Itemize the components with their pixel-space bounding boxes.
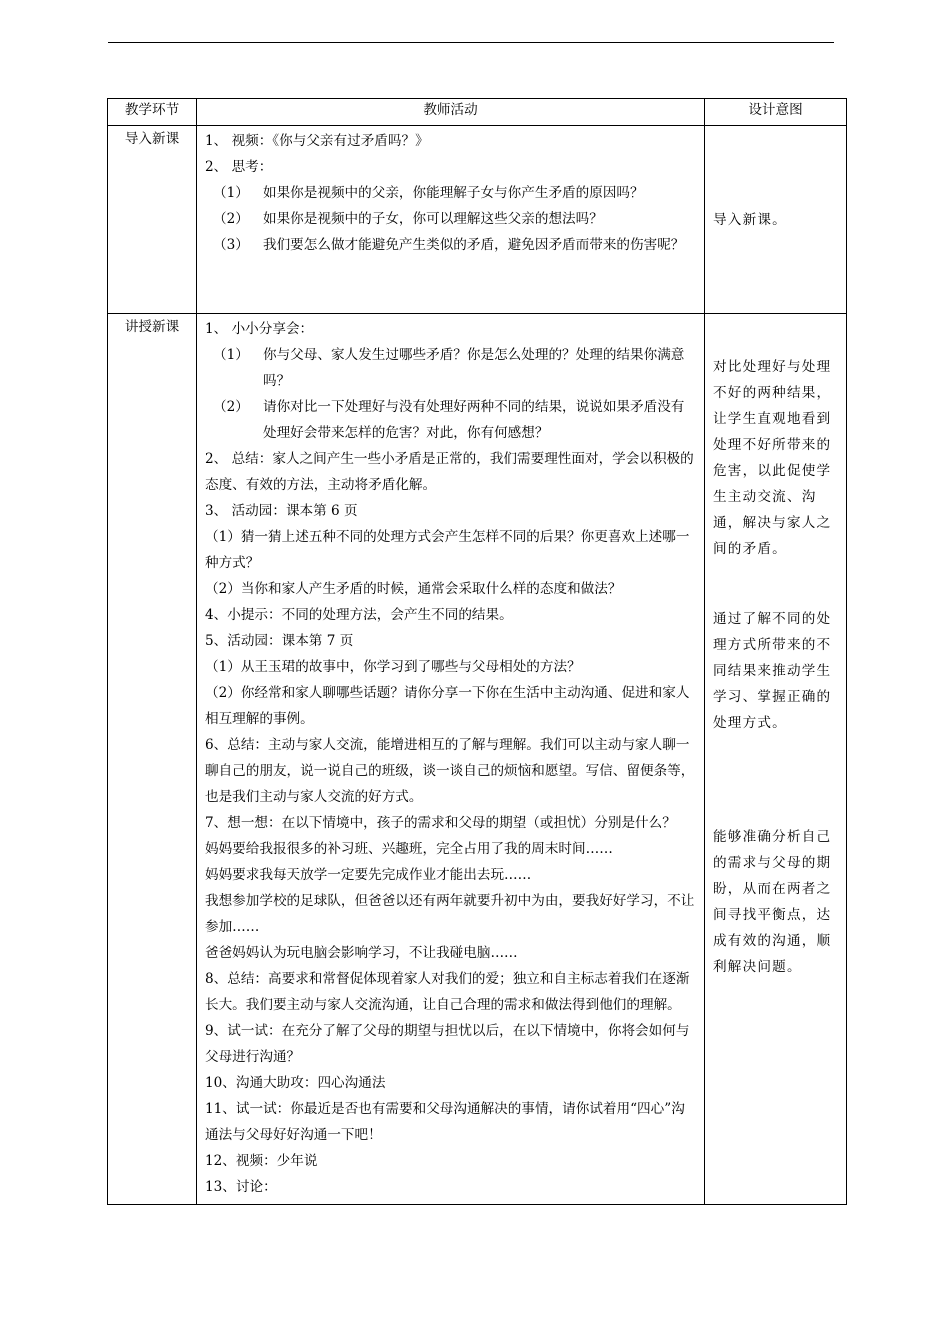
question-number: （2） xyxy=(213,211,249,227)
activity-line: 2、 总结：家人之间产生一些小矛盾是正常的，我们需要理性面对，学会以积极的态度、有效的方法，主动将矛盾化解。 xyxy=(205,451,694,493)
lesson-plan-table xyxy=(107,98,847,1205)
question-number: （2） xyxy=(213,399,249,415)
intent-text: 通过了解不同的处理方式所带来的不同结果来推动学生学习、掌握正确的处理方式。 xyxy=(713,611,832,731)
activity-line: 1、 小小分享会： xyxy=(205,321,314,337)
activity-line: 5、活动园：课本第 7 页 xyxy=(205,633,354,649)
activity-line: 10、沟通大助攻：四心沟通法 xyxy=(205,1075,386,1091)
activity-cell xyxy=(197,126,705,314)
activity-line: 3、 活动园：课本第 6 页 xyxy=(205,503,358,519)
header-activity: 教师活动 xyxy=(197,99,705,126)
activity-line: 4、小提示：不同的处理方法，会产生不同的结果。 xyxy=(205,607,513,623)
question-number: （3） xyxy=(213,237,249,253)
question-text: 请你对比一下处理好与没有处理好两种不同的结果，说说如果矛盾没有处理好会带来怎样的危害？对此，你有何感想？ xyxy=(263,399,685,441)
activity-line: （2）你经常和家人聊哪些话题？请你分享一下你在生活中主动沟通、促进和家人相互理解的事例。 xyxy=(205,685,690,727)
activity-line: 11、试一试：你最近是否也有需要和父母沟通解决的事情，请你试着用“四心”沟通法与父母好好沟通一下吧！ xyxy=(205,1101,685,1143)
table-header-row xyxy=(108,99,847,126)
activity-line: 9、试一试：在充分了解了父母的期望与担忧以后，在以下情境中，你将会如何与父母进行沟通？ xyxy=(205,1023,690,1065)
intent-text: 对比处理好与处理不好的两种结果，让学生直观地看到处理不好所带来的危害，以此促使学生主动交流、沟通，解决与家人之间的矛盾。 xyxy=(713,359,832,557)
intent-text: 能够准确分析自己的需求与父母的期盼，从而在两者之间寻找平衡点，达成有效的沟通，顺利解决问题。 xyxy=(713,829,832,975)
question-item xyxy=(205,232,696,258)
header-stage: 教学环节 xyxy=(108,99,197,126)
activity-line: 妈妈要给我报很多的补习班、兴趣班，完全占用了我的周末时间…… xyxy=(205,841,613,857)
stage-cell: 讲授新课 xyxy=(108,314,197,1205)
activity-line: 爸爸妈妈认为玩电脑会影响学习，不让我碰电脑…… xyxy=(205,945,518,961)
activity-line: 13、讨论： xyxy=(205,1179,277,1195)
activity-line: 2、 思考： xyxy=(205,159,273,175)
activity-line: 8、总结：高要求和常督促体现着家人对我们的爱；独立和自主标志着我们在逐渐长大。我们要主动与家人交流沟通，让自己合理的需求和做法得到他们的理解。 xyxy=(205,971,690,1013)
question-text: 如果你是视频中的父亲，你能理解子女与你产生矛盾的原因吗？ xyxy=(263,185,644,201)
activity-line: 6、总结：主动与家人交流，能增进相互的了解与理解。我们可以主动与家人聊一聊自己的朋友，说一说自己的班级，谈一谈自己的烦恼和愿望。写信、留便条等，也是我们主动与家人交流的好方式。 xyxy=(205,737,695,805)
question-number: （1） xyxy=(213,185,249,201)
activity-cell xyxy=(197,314,705,1205)
activity-line: （1）猜一猜上述五种不同的处理方式会产生怎样不同的后果？你更喜欢上述哪一种方式？ xyxy=(205,529,690,571)
activity-line: （1）从王玉珺的故事中，你学习到了哪些与父母相处的方法？ xyxy=(205,659,581,675)
activity-line: 7、想一想：在以下情境中，孩子的需求和父母的期望（或担忧）分别是什么？ xyxy=(205,815,676,831)
activity-line: 我想参加学校的足球队，但爸爸以还有两年就要升初中为由，要我好好学习，不让参加…… xyxy=(205,893,695,935)
header-rule xyxy=(108,42,834,43)
question-text: 我们要怎么做才能避免产生类似的矛盾，避免因矛盾而带来的伤害呢？ xyxy=(263,237,685,253)
question-number: （1） xyxy=(213,347,249,363)
question-item xyxy=(205,206,696,232)
activity-line: （2）当你和家人产生矛盾的时候，通常会采取什么样的态度和做法？ xyxy=(205,581,622,597)
question-text: 如果你是视频中的子女，你可以理解这些父亲的想法吗？ xyxy=(263,211,603,227)
intent-cell xyxy=(705,314,847,1205)
header-intent: 设计意图 xyxy=(705,99,847,126)
question-item xyxy=(205,342,696,394)
activity-line: 12、视频：少年说 xyxy=(205,1153,318,1169)
stage-cell: 导入新课 xyxy=(108,126,197,314)
activity-line: 1、 视频：《你与父亲有过矛盾吗？》 xyxy=(205,133,429,149)
intent-text: 导入新课。 xyxy=(713,211,787,228)
question-item xyxy=(205,180,696,206)
question-item xyxy=(205,394,696,446)
activity-line: 妈妈要求我每天放学一定要先完成作业才能出去玩…… xyxy=(205,867,532,883)
table-row-teaching xyxy=(108,314,847,1205)
table-row-intro xyxy=(108,126,847,314)
intent-cell xyxy=(705,126,847,314)
question-text: 你与父母、家人发生过哪些矛盾？你是怎么处理的？处理的结果你满意吗？ xyxy=(263,347,685,389)
